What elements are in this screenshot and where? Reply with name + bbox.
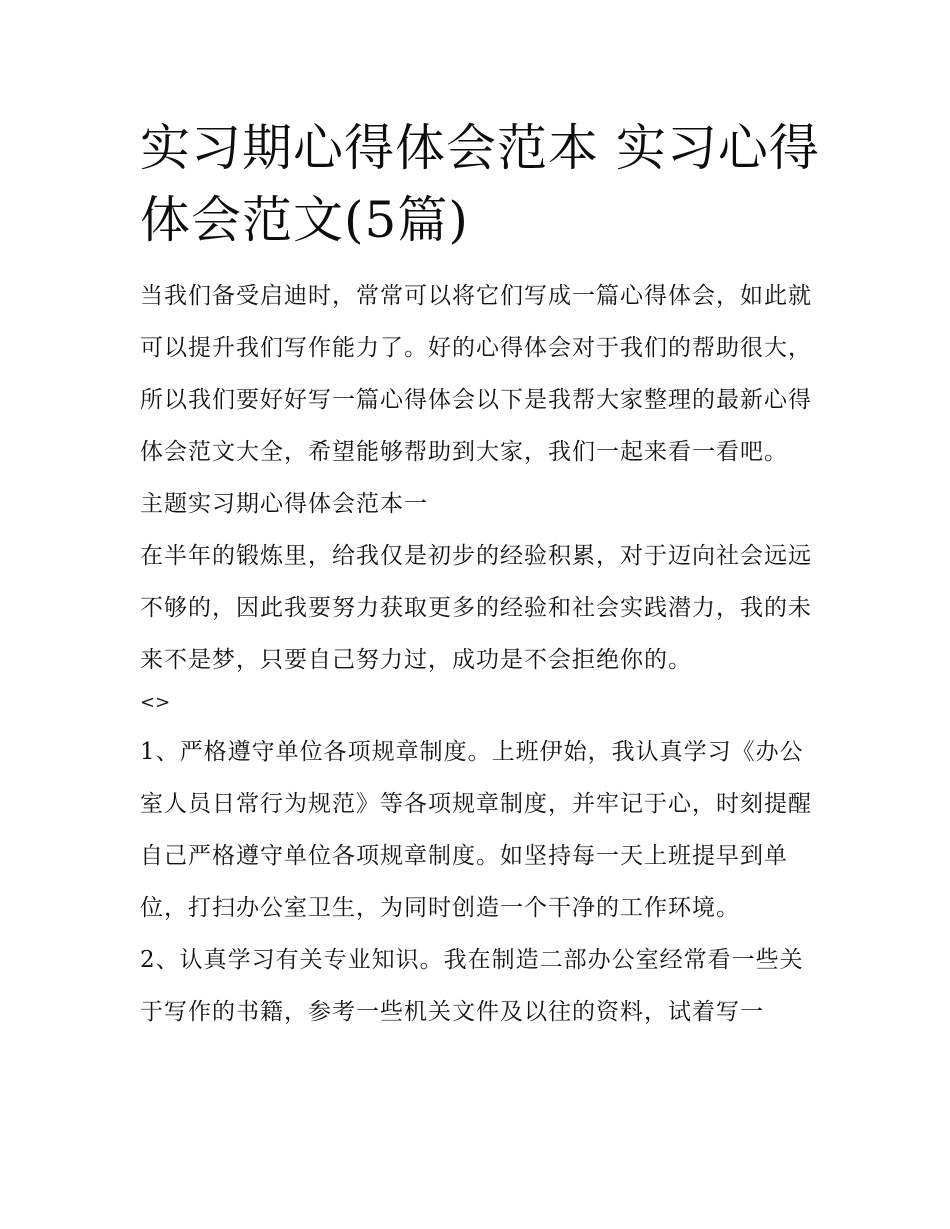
list-item-2: 2、认真学习有关专业知识。我在制造二部办公室经常看一些关于写作的书籍，参考一些机关文件及以往的资料，试着写一 xyxy=(140,947,804,1025)
section-heading: 主题实习期心得体会范本一 xyxy=(140,491,428,517)
placeholder-marker: <> xyxy=(140,692,171,713)
list-item-1: 1、严格遵守单位各项规章制度。上班伊始，我认真学习《办公室人员日常行为规范》等各项规章制度，并牢记于心，时刻提醒自己严格遵守单位各项规章制度。如坚持每一天上班提早到单位，打扫办公室卫生，为同时创造一个干净的工作环境。 xyxy=(140,739,812,921)
document-title: 实习期心得体会范本 实习心得体会范文(5篇) xyxy=(140,119,820,249)
document-body xyxy=(140,112,820,1038)
section-paragraph: 在半年的锻炼里，给我仅是初步的经验积累，对于迈向社会远远不够的，因此我要努力获取更多的经验和社会实践潜力，我的未来不是梦，只要自己努力过，成功是不会拒绝你的。 xyxy=(140,543,812,673)
intro-paragraph: 当我们备受启迪时，常常可以将它们写成一篇心得体会，如此就可以提升我们写作能力了。好的心得体会对于我们的帮助很大，所以我们要好好写一篇心得体会以下是我帮大家整理的最新心得体会范文大全，希望能够帮助到大家，我们一起来看一看吧。 xyxy=(140,283,812,465)
